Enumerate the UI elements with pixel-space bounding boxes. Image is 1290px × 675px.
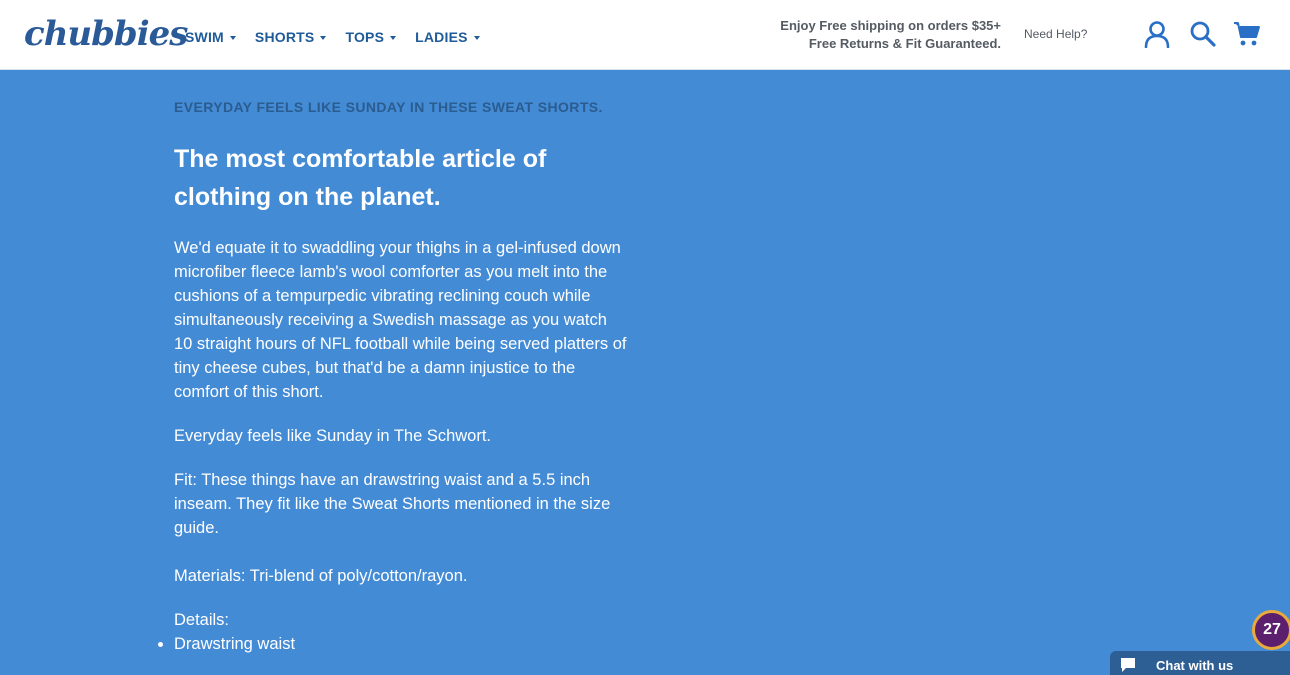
details-list [174, 632, 634, 656]
materials-paragraph: Materials: Tri-blend of poly/cotton/rayon. [174, 567, 468, 585]
promo-line-2: Free Returns & Fit Guaranteed. [808, 36, 1001, 51]
chubbies-logo[interactable]: chubbies [24, 14, 188, 54]
cart-icon[interactable] [1233, 20, 1261, 48]
chat-button[interactable] [1110, 651, 1290, 675]
nav-ladies[interactable] [415, 29, 480, 45]
nav-swim-label: SWIM [185, 29, 224, 45]
main-nav [185, 26, 499, 48]
search-icon[interactable] [1189, 20, 1217, 48]
nav-tops-label: TOPS [345, 29, 385, 45]
nav-tops[interactable] [345, 29, 396, 45]
promo-line-1: Enjoy Free shipping on orders $35+ [780, 18, 1001, 33]
headline: The most comfortable article of clothing on the planet. [174, 145, 547, 211]
account-icon[interactable] [1143, 20, 1171, 48]
nav-shorts[interactable] [255, 29, 327, 45]
chevron-down-icon [474, 36, 480, 40]
description-paragraph: We'd equate it to swaddling your thighs in a gel-infused down microfiber fleece lamb's wool comforter as you melt into the cushions of a tempurpedic vibrating reclining couch while simultaneously receiving a Swedish massage as you watch 10 straight hours of NFL football while being served platters of tiny cheese cubes, but that'd be a damn injustice to the comfort of this short. [174, 239, 627, 401]
list-item: Drawstring waist [174, 632, 634, 656]
chevron-down-icon [320, 36, 326, 40]
fit-paragraph: Fit: These things have an drawstring waist and a 5.5 inch inseam. They fit like the Sweat Shorts mentioned in the size guide. [174, 471, 611, 537]
nav-ladies-label: LADIES [415, 29, 468, 45]
chat-bubble-icon [1119, 656, 1137, 674]
nav-shorts-label: SHORTS [254, 29, 315, 45]
details-label: Details: [174, 611, 230, 629]
eyebrow-tagline: EVERYDAY FEELS LIKE SUNDAY IN THESE SWEAT SHORTS. [174, 99, 603, 115]
chevron-down-icon [390, 36, 396, 40]
product-description [174, 96, 634, 656]
site-header [0, 0, 1290, 70]
chat-label: Chat with us [1156, 657, 1234, 673]
rewards-badge[interactable]: 27 [1252, 610, 1290, 650]
need-help-link[interactable]: Need Help? [1024, 27, 1088, 41]
nav-swim[interactable] [185, 29, 236, 45]
sunday-paragraph: Everyday feels like Sunday in The Schwort. [174, 427, 492, 445]
chevron-down-icon [230, 36, 236, 40]
shipping-promo [780, 17, 1001, 53]
